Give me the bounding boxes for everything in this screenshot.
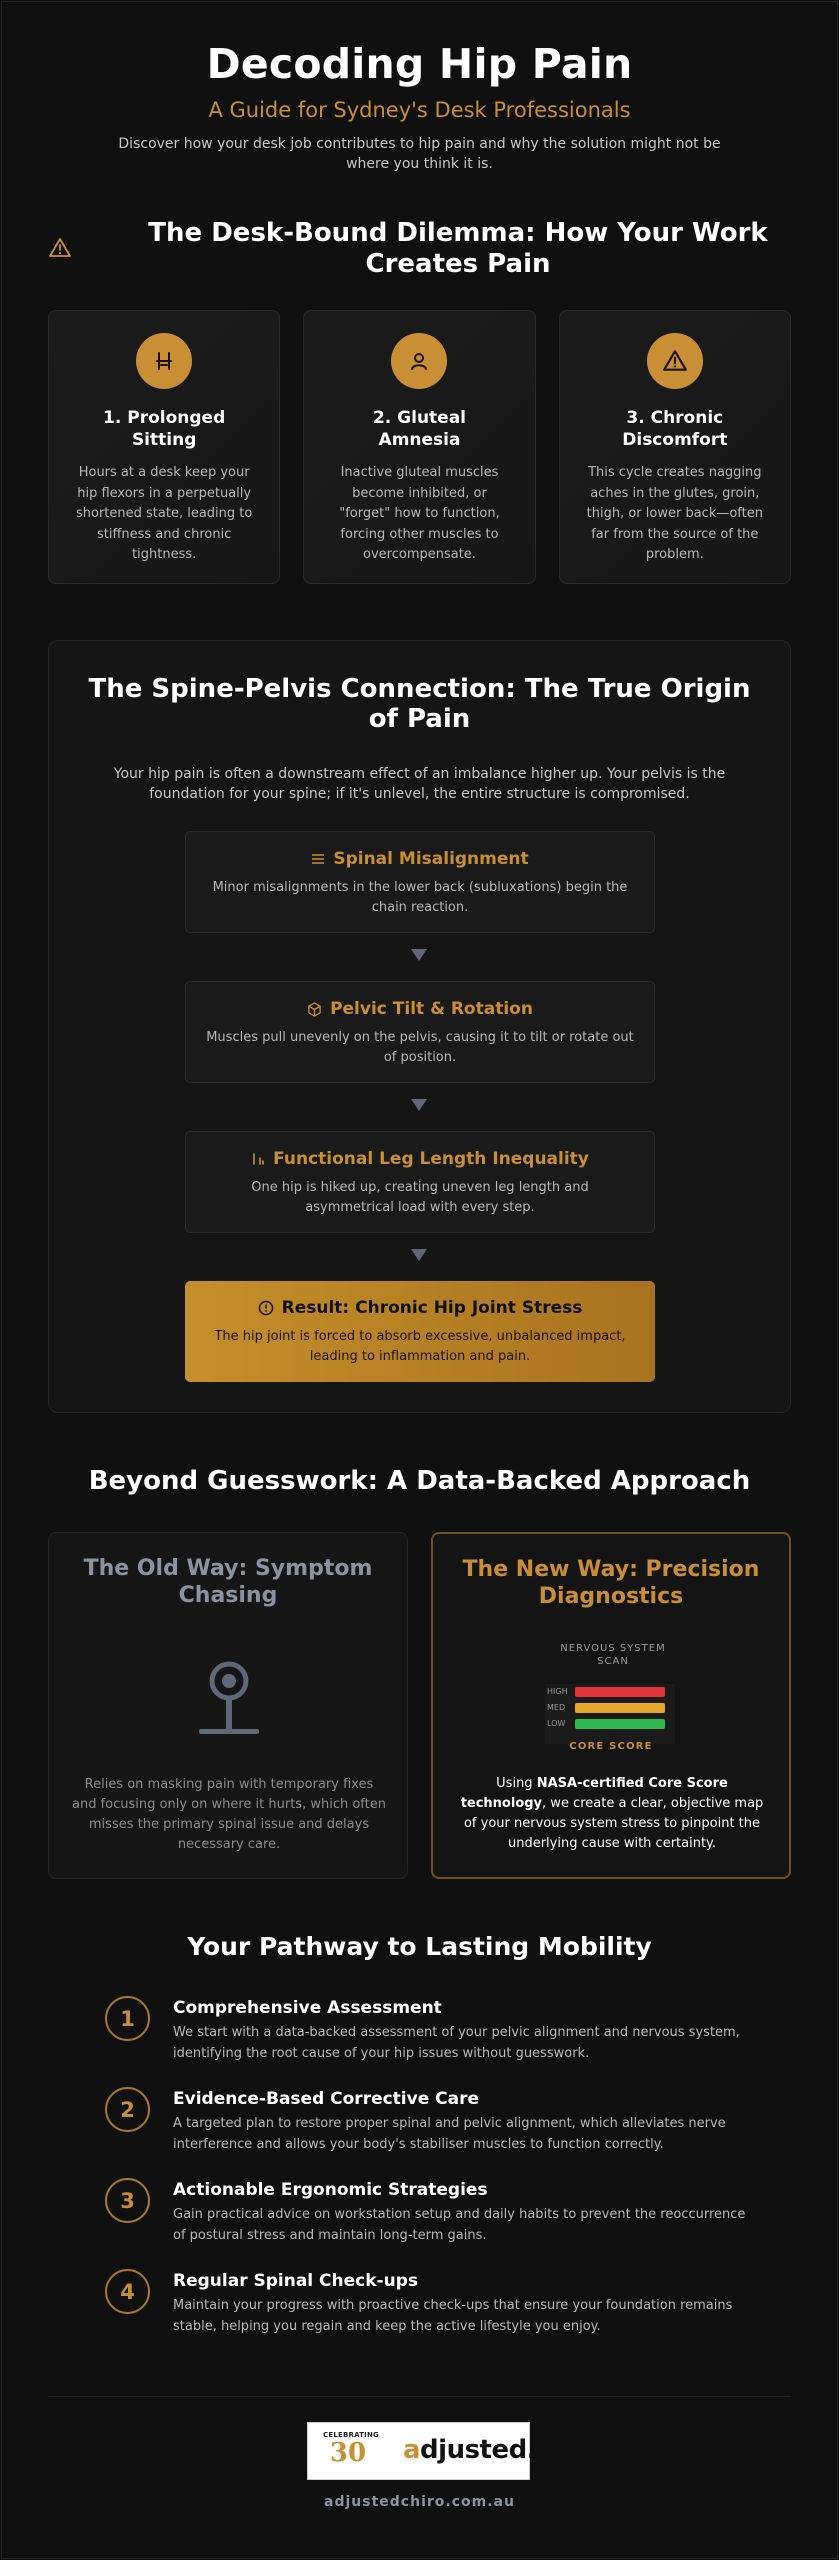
step-text: We start with a data-backed assessment of your pelvic alignment and nervous system, identifying the root cause of your hip issues without guesswork. (173, 2025, 740, 2061)
step-title: Regular Spinal Check-ups (173, 2271, 418, 2291)
old-way-text: Relies on masking pain with temporary fixes and focusing only on where it hurts, which often misses the primary spinal issue and delays necessary care. (72, 1777, 386, 1852)
step-number: 1 (105, 1996, 150, 2041)
nasa-highlight: NASA-certified Core Score technology (460, 1776, 728, 1811)
spine-lines-icon (311, 853, 325, 865)
card-text: Hours at a desk keep your hip flexors in a perpetually shortened state, leading to stiffness and chronic tightness. (75, 465, 253, 562)
dial-gauge-icon (197, 1661, 261, 1739)
scan-level-high: HIGH (545, 1684, 675, 1700)
step-text: One hip is hiked up, creating uneven leg length and asymmetrical load with every step. (251, 1180, 589, 1215)
dilemma-cards (48, 310, 791, 584)
scan-bar-low (575, 1719, 665, 1729)
dilemma-card-gluteal (303, 310, 535, 584)
new-way-title: The New Way: Precision Diagnostics (462, 1557, 760, 1609)
brand-logo[interactable] (307, 2422, 537, 2480)
card-title: 1. Prolonged Sitting (103, 408, 226, 450)
step-title: Functional Leg Length Inequality (273, 1149, 589, 1169)
scan-bar-high (575, 1687, 665, 1697)
dilemma-header (48, 218, 790, 278)
chair-icon (136, 333, 192, 389)
old-way-card (48, 1532, 408, 1879)
spine-pelvis-panel (48, 640, 791, 1413)
scan-levels (545, 1684, 675, 1744)
warning-icon (647, 333, 703, 389)
new-way-text: Using NASA-certified Core Score technology, we create a clear, objective map of your nervous system stress to pinpoint the underlying cause with certainty. (460, 1776, 764, 1851)
alert-circle-icon (258, 1300, 274, 1316)
chain-result (185, 1281, 655, 1382)
anniversary-badge: CELEBRATING 30 (323, 2431, 379, 2468)
chain-arrow (411, 1249, 427, 1261)
dilemma-title: The Desk-Bound Dilemma: How Your Work Creates Pain (148, 218, 768, 279)
step-title: Pelvic Tilt & Rotation (330, 999, 533, 1019)
approach-title: Beyond Guesswork: A Data-Backed Approach (88, 1466, 751, 1496)
cube-icon (307, 1002, 322, 1017)
website-link[interactable]: adjustedchiro.com.au (324, 2494, 515, 2510)
step-text: A targeted plan to restore proper spinal and pelvic alignment, which alleviates nerve interference and allows your body's stabiliser muscles to function correctly. (173, 2116, 726, 2152)
pathway-step-2 (105, 2087, 745, 2167)
warning-icon (48, 236, 72, 260)
step-title: Comprehensive Assessment (173, 1998, 442, 2018)
scan-bar-med (575, 1703, 665, 1713)
ruler-icon (251, 1152, 265, 1166)
card-title: 2. Gluteal Amnesia (372, 408, 467, 450)
brand-wordmark: adjusted. (403, 2435, 537, 2465)
step-text: Muscles pull unevenly on the pelvis, causing it to tilt or rotate out of position. (206, 1030, 634, 1065)
footer-divider (48, 2396, 791, 2397)
chain-arrow (411, 1099, 427, 1111)
connection-intro: Your hip pain is often a downstream effect of an imbalance higher up. Your pelvis is the foundation for your spine; if it's unlevel, the entire structure is compromised. (113, 766, 726, 802)
step-number: 2 (105, 2087, 150, 2132)
chain-arrow (411, 949, 427, 961)
step-title: Evidence-Based Corrective Care (173, 2089, 480, 2109)
scan-level-med: MED (545, 1700, 675, 1716)
card-text: This cycle creates nagging aches in the glutes, groin, thigh, or lower back—often far from the source of the problem. (586, 465, 763, 562)
dilemma-card-sitting (48, 310, 280, 584)
pathway-step-3 (105, 2178, 745, 2258)
person-icon (391, 333, 447, 389)
old-way-title: The Old Way: Symptom Chasing (83, 1556, 373, 1608)
chain-step-leg-length (185, 1131, 655, 1233)
result-text: The hip joint is forced to absorb excessive, unbalanced impact, leading to inflammation and pain. (214, 1329, 626, 1364)
step-title: Actionable Ergonomic Strategies (173, 2180, 488, 2200)
card-text: Inactive gluteal muscles become inhibited, or "forget" how to function, forcing other muscles to overcompensate. (339, 465, 500, 562)
chain-step-spinal (185, 831, 655, 933)
scan-label: NERVOUS SYSTEM SCAN (560, 1643, 666, 1667)
step-title: Spinal Misalignment (333, 849, 529, 869)
step-text: Maintain your progress with proactive check-ups that ensure your foundation remains stable, helping you regain and keep the active lifestyle you enjoy. (173, 2298, 733, 2334)
step-number: 3 (105, 2178, 150, 2223)
new-way-card (431, 1532, 791, 1879)
scan-level-low: LOW (545, 1716, 675, 1732)
page-description: Discover how your desk job contributes to hip pain and why the solution might not be where you think it is. (118, 136, 721, 172)
step-text: Minor misalignments in the lower back (subluxations) begin the chain reaction. (212, 880, 628, 915)
hero (0, 40, 839, 174)
page-title: Decoding Hip Pain (206, 40, 633, 88)
page-subtitle: A Guide for Sydney's Desk Professionals (208, 98, 631, 122)
pathway-title: Your Pathway to Lasting Mobility (187, 1932, 652, 1961)
core-score-label: CORE SCORE (569, 1741, 653, 1752)
chain-step-pelvic (185, 981, 655, 1083)
step-text: Gain practical advice on workstation setup and daily habits to prevent the reoccurrence of postural stress and maintain long-term gains. (173, 2207, 746, 2243)
pathway-step-4 (105, 2269, 745, 2349)
dilemma-card-discomfort (559, 310, 791, 584)
result-title: Result: Chronic Hip Joint Stress (281, 1298, 583, 1318)
pathway-step-1 (105, 1996, 745, 2076)
step-number: 4 (105, 2269, 150, 2314)
connection-title: The Spine-Pelvis Connection: The True Origin of Pain (88, 674, 751, 734)
card-title: 3. Chronic Discomfort (622, 408, 728, 450)
